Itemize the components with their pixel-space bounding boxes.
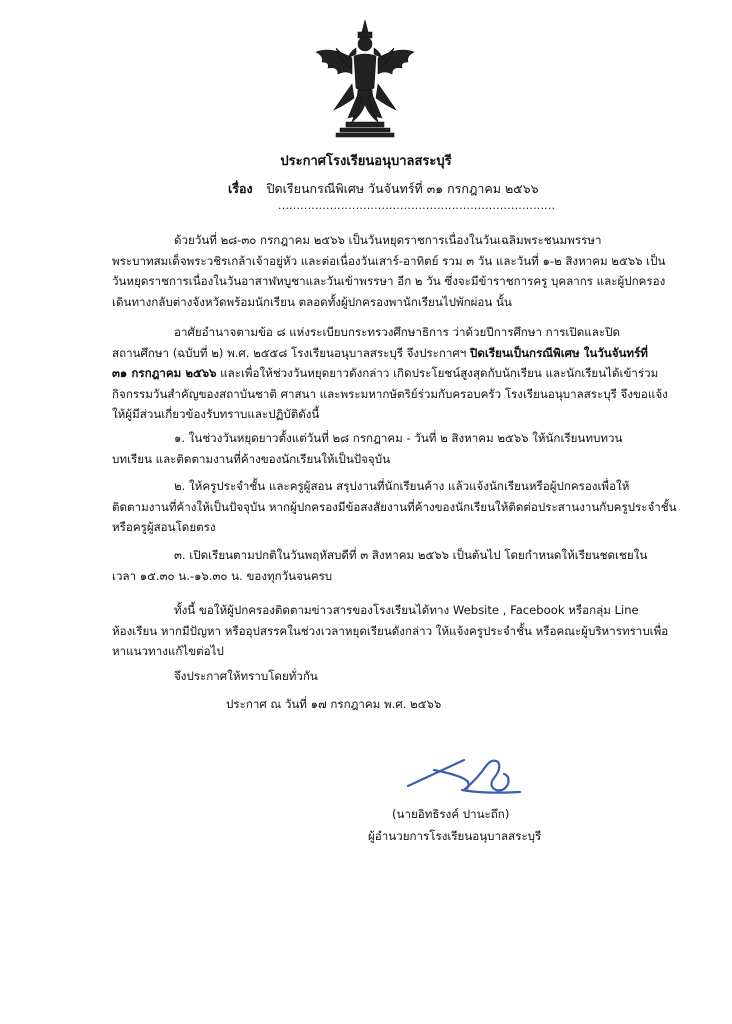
handwritten-signature [404,748,524,804]
paragraph-line: เดินทางกลับต่างจังหวัดพร้อมนักเรียน ตลอดทั้งผู้ปกครองพานักเรียนไปพักผ่อน นั้น [112,294,512,309]
item-line: ๑. ในช่วงวันหยุดยาวตั้งแต่วันที่ ๒๘ กรกฎาคม - วันที่ ๒ สิงหาคม ๒๕๖๖ ให้นักเรียนทบทวน [174,431,623,445]
item-line: หรือครูผู้สอนโดยตรง [112,520,216,534]
paragraph-contact [112,600,682,662]
item-line: บทเรียน และติดตามงานที่ค้างของนักเรียนให้เป็นปัจจุบัน [112,451,390,466]
paragraph-line: ห้องเรียน หากมีปัญหา หรืออุปสรรคในช่วงเวลาหยุดเรียนดังกล่าว ให้แจ้งครูประจำชั้น หรือคณะผู้บริหารทราบเพื่อ [112,623,669,638]
paragraph-line: วันหยุดราชการเนื่องในวันอาสาฬหบูชาและวันเข้าพรรษา อีก ๒ วัน ซึ่งจะมีข้าราชการครู บุคลากร และผู้ปกครอง [112,274,666,288]
garuda-emblem-icon [312,18,418,140]
paragraph-line: พระบาทสมเด็จพระวชิรเกล้าเจ้าอยู่หัว และต่อเนื่องวันเสาร์-อาทิตย์ รวม ๓ วัน และวันที่ ๑-๒ สิงหาคม ๒๕๖๖ เป็น [112,253,666,268]
paragraph-authority [112,322,682,425]
paragraph-text: สถานศึกษา (ฉบับที่ ๒) พ.ศ. ๒๕๕๘ โรงเรียนอนุบาลสระบุรี จึงประกาศฯ [112,345,470,360]
paragraph-line: ทั้งนี้ ขอให้ผู้ปกครองติดตามข่าวสารของโรงเรียนได้ทาง Website , Facebook หรือกลุ่ม Line [174,603,639,617]
paragraph-intro [112,230,682,312]
item-line: ติดตามงานที่ค้างให้เป็นปัจจุบัน หากผู้ปกครองมีข้อสงสัยงานที่ค้างของนักเรียนให้ติดต่อประสานงานกับครูประจำชั้น [112,499,677,514]
signatory-name: (นายอิทธิรงค์ ปานะถึก) [392,807,510,821]
closure-notice-bold: ปิดเรียนเป็นกรณีพิเศษ ในวันจันทร์ที่ [470,345,648,360]
subject-line [228,179,539,199]
paragraph-line [112,343,682,364]
paragraph-line: หาแนวทางแก้ไขต่อไป [112,644,224,658]
closure-date-bold: ๓๑ กรกฎาคม ๒๕๖๖ [112,366,217,380]
item-line: เวลา ๑๕.๓๐ น.-๑๖.๓๐ น. ของทุกวันจนครบ [112,568,333,583]
signatory-position: ผู้อำนวยการโรงเรียนอนุบาลสระบุรี [368,829,542,843]
item-1 [112,428,682,469]
closing-statement: จึงประกาศให้ทราบโดยทั่วกัน [174,669,318,683]
item-2 [112,476,682,538]
paragraph-line: กิจกรรมวันสำคัญของสถาบันชาติ ศาสนา และพระมหากษัตริย์ร่วมกับครอบครัว โรงเรียนอนุบาลสระบุรี จึงขอแจ้ง [112,386,668,401]
paragraph-line [112,363,682,384]
paragraph-line: อาศัยอำนาจตามข้อ ๘ แห่งระเบียบกระทรวงศึกษาธิการ ว่าด้วยปีการศึกษา การเปิดและปิด [174,325,620,339]
separator-line: ........................................................................... [278,199,556,212]
item-line: ๓. เปิดเรียนตามปกติในวันพฤหัสบดีที่ ๓ สิงหาคม ๒๕๖๖ เป็นต้นไป โดยกำหนดให้เรียนชดเชยใน [174,548,648,562]
item-3 [112,545,682,586]
subject-text: ปิดเรียนกรณีพิเศษ วันจันทร์ที่ ๓๑ กรกฎาคม ๒๕๖๖ [266,181,539,196]
paragraph-line: ให้ผู้มีส่วนเกี่ยวข้องรับทราบและปฏิบัติดังนี้ [112,407,320,421]
paragraph-line: ด้วยวันที่ ๒๘-๓๐ กรกฎาคม ๒๕๖๖ เป็นวันหยุดราชการเนื่องในวันเฉลิมพระชนมพรรษา [174,233,602,247]
announcement-date: ประกาศ ณ วันที่ ๑๗ กรกฎาคม พ.ศ. ๒๕๖๖ [226,697,442,711]
paragraph-text: และเพื่อให้ช่วงวันหยุดยาวดังกล่าว เกิดประโยชน์สูงสุดกับนักเรียน และนักเรียนได้เข้าร่วม [216,366,659,380]
document-title: ประกาศโรงเรียนอนุบาลสระบุรี [280,154,452,169]
item-line: ๒. ให้ครูประจำชั้น และครูผู้สอน สรุปงานที่นักเรียนค้าง แล้วแจ้งนักเรียนหรือผู้ปกครองเพื่อให้ [174,479,630,493]
subject-label: เรื่อง [228,181,253,196]
